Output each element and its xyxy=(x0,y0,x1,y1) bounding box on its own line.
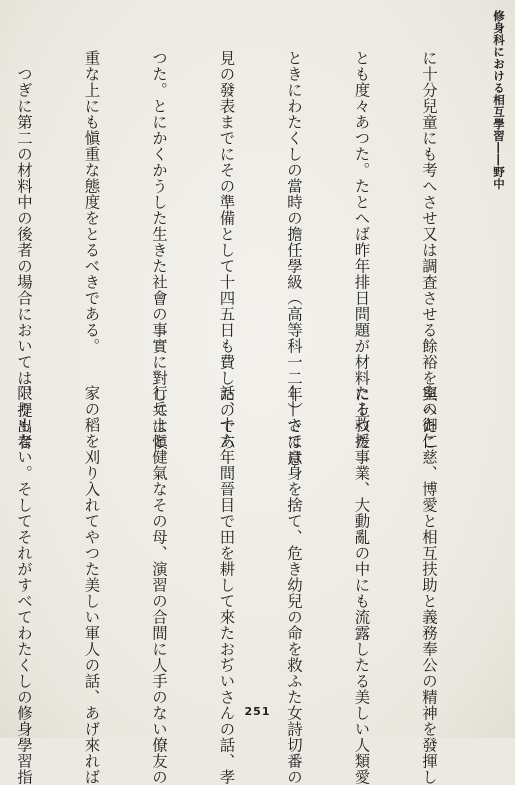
text-column: とも度々あつた。たとへば昨年排日問題が材料に上つた xyxy=(352,50,371,450)
text-column: 重な上にも愼重な態度をとるべきである。 xyxy=(82,50,101,354)
text-column: つた。とにかくかうした生きた社會の事實に對しては愼 xyxy=(150,50,168,450)
text-column: 家の稻を刈り入れてやつた美しい軍人の話、あげ來れば xyxy=(82,385,101,785)
text-column: ――さては身を捨て、危き幼兒の命を救ふた女詩切番の xyxy=(285,385,303,785)
page-number: 251 xyxy=(244,705,271,718)
text-column: 室の御仁慈、博愛と相互扶助と義務奉公の精神を發揮し xyxy=(420,385,438,785)
text-column: つぎに第二の材料中の後者の場合においては、提出者 xyxy=(15,50,33,450)
text-column: ときにわたくしの當時の擔任學級（高等科一二年）では意 xyxy=(285,50,303,466)
text-column: に十分兒童にも考へさせ又は調査させる餘裕を與へたこ xyxy=(420,50,438,450)
text-column: たる救援事業、大動亂の中にも流露したる美しい人類愛 xyxy=(352,385,371,785)
text-column: 見の發表までにその準備として十四五日も費したのであ xyxy=(217,50,236,450)
text-block-upper xyxy=(15,50,485,466)
text-column: 限りもない。そしてそれがすべてわたくしの修身學習指 xyxy=(15,385,33,785)
text-column: 行兵士と健氣なその母、演習の合間に人手のない僚友の xyxy=(150,385,168,785)
running-head: 修身科における相互學習――野中 xyxy=(492,10,506,190)
text-column: 話、十六年間晉目で田を耕して來たおぢいさんの話、孝 xyxy=(217,385,236,785)
